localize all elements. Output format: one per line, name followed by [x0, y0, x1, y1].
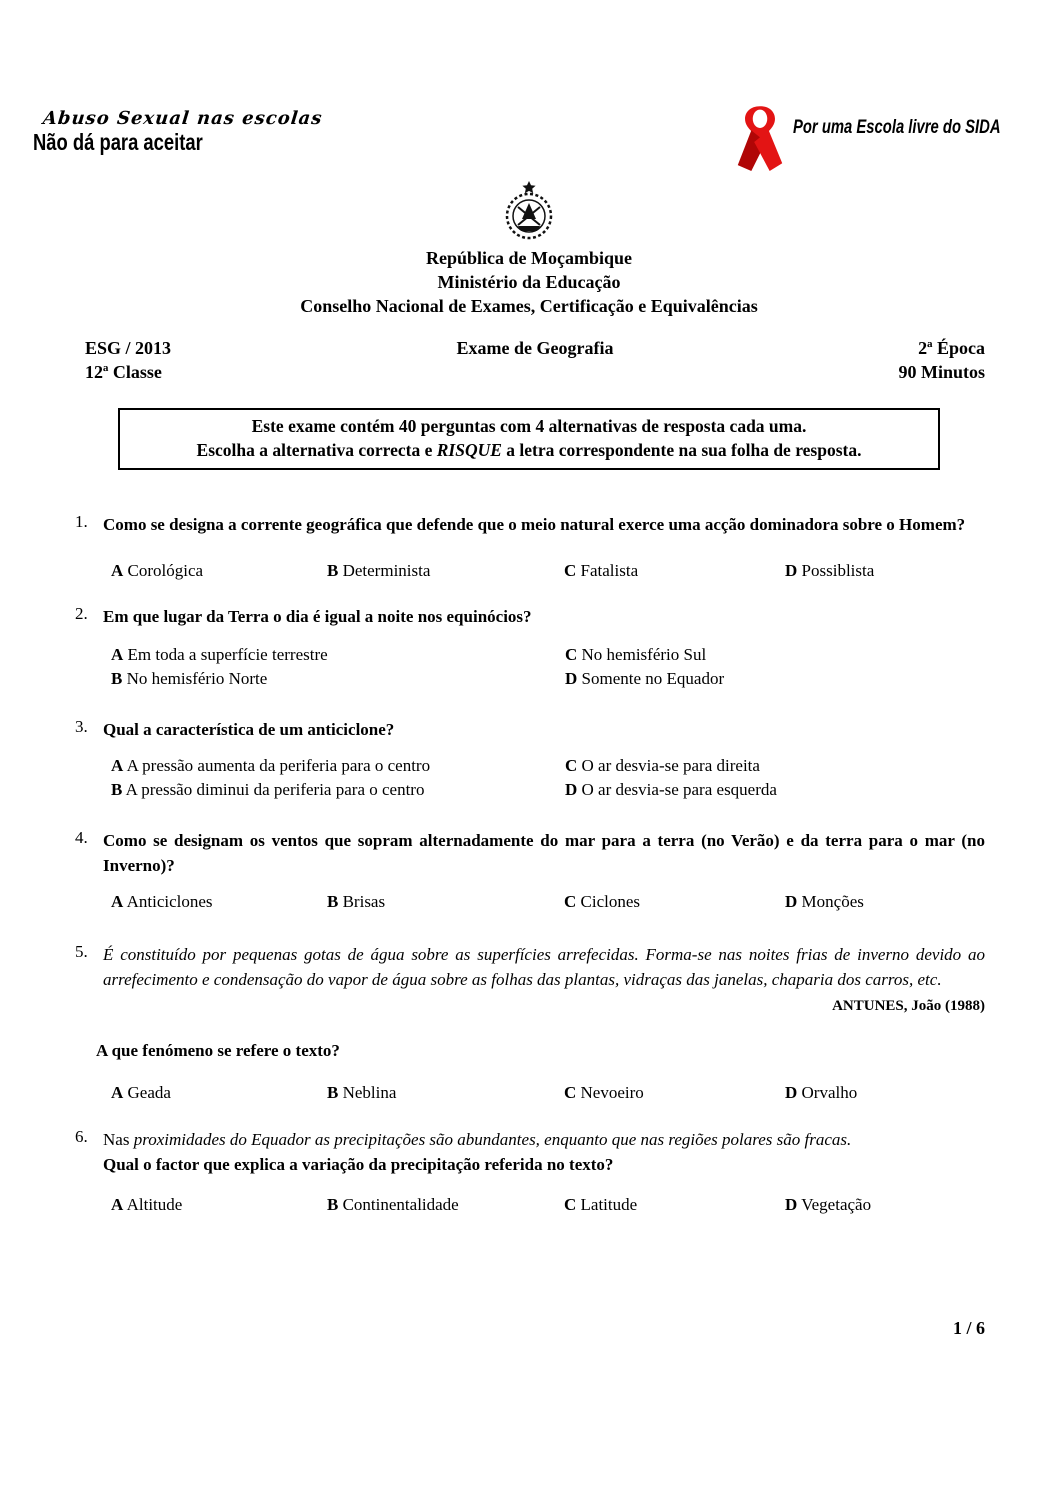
question-6-intro-upright: Nas	[103, 1130, 134, 1149]
option-c	[564, 559, 785, 583]
instruction-line2-suffix: a letra correspondente na sua folha de resposta.	[501, 440, 862, 460]
option-text: Altitude	[126, 1195, 183, 1214]
option-text: O ar desvia-se para direita	[581, 756, 760, 775]
option-c	[565, 754, 985, 778]
option-text: Anticiclones	[126, 892, 213, 911]
instruction-box	[118, 408, 940, 470]
option-text: Brisas	[342, 892, 386, 911]
option-d	[785, 559, 985, 583]
option-c	[565, 643, 985, 667]
option-text: Fatalista	[580, 561, 639, 580]
campaign-right-banner	[731, 103, 1058, 179]
option-letter: D	[565, 669, 578, 688]
question-1-number: 1.	[75, 512, 88, 531]
option-letter: D	[785, 1083, 798, 1102]
aids-ribbon-icon	[731, 103, 789, 179]
option-letter: B	[111, 669, 123, 688]
option-letter: A	[111, 561, 124, 580]
question-2-row	[75, 604, 985, 629]
exam-code: ESG / 2013	[85, 338, 172, 358]
option-b	[327, 1193, 564, 1217]
option-text: Vegetação	[801, 1195, 872, 1214]
option-text: A pressão aumenta da periferia para o centro	[126, 756, 431, 775]
question-1-text: Como se designa a corrente geográfica que defende que o meio natural exerce uma acção dominadora sobre o Homem?	[103, 515, 966, 534]
exam-grade: 12ª Classe	[85, 362, 162, 382]
question-6-options	[111, 1193, 985, 1217]
question-5-citation-text: É constituído por pequenas gotas de água sobre as superfícies arrefecidas. Forma-se nas noites frias de inverno devido ao arrefecimento e condensação do vapor de água sobre as folhas das plantas, vidraças das janelas, chaparia dos carros, etc.	[103, 945, 985, 989]
option-a	[111, 1193, 327, 1217]
question-4	[75, 828, 985, 914]
option-text: A pressão diminui da periferia para o centro	[125, 780, 425, 799]
question-4-number: 4.	[75, 828, 88, 847]
option-a	[111, 754, 565, 778]
question-3-text: Qual a característica de um anticiclone?	[103, 720, 395, 739]
option-a	[111, 1081, 327, 1105]
option-letter: A	[111, 645, 124, 664]
option-text: No hemisfério Sul	[581, 645, 707, 664]
option-a	[111, 890, 327, 914]
instruction-line-2	[128, 438, 930, 462]
option-letter: A	[111, 1083, 124, 1102]
instruction-line2-emphasis: RISQUE	[436, 440, 502, 460]
option-d	[785, 890, 985, 914]
questions-section	[75, 500, 985, 1217]
option-d	[565, 778, 985, 802]
question-1	[75, 512, 985, 583]
option-text: Orvalho	[801, 1083, 858, 1102]
question-5-number: 5.	[75, 942, 88, 961]
option-text: Geada	[127, 1083, 171, 1102]
option-text: Em toda a superfície terrestre	[127, 645, 328, 664]
option-d	[785, 1081, 985, 1105]
header-council: Conselho Nacional de Exames, Certificação e Equivalências	[300, 296, 758, 316]
question-6-text: Qual o factor que explica a variação da precipitação referida no texto?	[103, 1155, 614, 1174]
option-letter: D	[785, 1195, 798, 1214]
question-3-row	[75, 717, 985, 742]
option-letter: C	[565, 645, 578, 664]
option-text: Possiblista	[801, 561, 875, 580]
exam-info-left	[85, 336, 305, 384]
exam-info-right	[765, 336, 985, 384]
option-text: O ar desvia-se para esquerda	[581, 780, 777, 799]
ribbon-loop-hole	[753, 110, 768, 128]
option-letter: C	[564, 892, 577, 911]
option-letter: B	[327, 561, 339, 580]
question-2-number: 2.	[75, 604, 88, 623]
campaign-left-banner	[33, 108, 322, 155]
option-letter: B	[327, 1195, 339, 1214]
option-text: Monções	[801, 892, 864, 911]
question-6-number: 6.	[75, 1127, 88, 1146]
question-4-options	[111, 890, 985, 914]
question-4-row	[75, 828, 985, 878]
option-c	[564, 890, 785, 914]
instruction-line2-prefix: Escolha a alternativa correcta e	[196, 440, 437, 460]
option-letter: C	[564, 561, 577, 580]
option-letter: A	[111, 756, 124, 775]
government-headers	[0, 246, 1058, 318]
option-letter: D	[565, 780, 578, 799]
option-text: Nevoeiro	[580, 1083, 644, 1102]
option-text: Ciclones	[580, 892, 641, 911]
option-letter: C	[565, 756, 578, 775]
exam-title: Exame de Geografia	[456, 338, 614, 358]
option-text: Latitude	[580, 1195, 638, 1214]
question-6-intro-italic: proximidades do Equador as precipitações são abundantes, enquanto que nas regiões polares são fracas.	[133, 1130, 852, 1149]
option-letter: B	[327, 1083, 339, 1102]
instruction-line-1: Este exame contém 40 perguntas com 4 alternativas de resposta cada uma.	[251, 416, 807, 436]
option-text: No hemisfério Norte	[126, 669, 268, 688]
option-c	[564, 1193, 785, 1217]
option-text: Corológica	[127, 561, 204, 580]
option-b	[327, 890, 564, 914]
question-3-number: 3.	[75, 717, 88, 736]
option-text: Continentalidade	[342, 1195, 459, 1214]
campaign-slogan-bold: Não dá para aceitar	[33, 129, 203, 155]
exam-epoch: 2ª Época	[918, 338, 985, 358]
option-a	[111, 643, 565, 667]
option-letter: A	[111, 892, 124, 911]
question-6	[75, 1127, 985, 1217]
question-3-options	[111, 754, 985, 802]
question-5-options	[111, 1081, 985, 1105]
option-b	[111, 667, 565, 691]
question-6-intro	[103, 1127, 985, 1177]
page-number: 1 / 6	[952, 1318, 985, 1338]
header-ministry: Ministério da Educação	[437, 272, 621, 292]
option-letter: B	[327, 892, 339, 911]
question-1-row	[75, 512, 985, 537]
question-2	[75, 604, 985, 691]
option-b	[111, 778, 565, 802]
question-5-subquestion: A que fenómeno se refere o texto?	[96, 1041, 340, 1060]
question-5	[75, 942, 985, 1105]
question-4-text: Como se designam os ventos que sopram alternadamente do mar para a terra (no Verão) e da terra para o mar (no Inverno)?	[103, 831, 985, 875]
option-b	[327, 1081, 564, 1105]
question-6-row	[75, 1127, 985, 1177]
question-2-options	[111, 643, 985, 691]
campaign-slogan-script: Abuso Sexual nas escolas	[41, 108, 324, 129]
option-text: Somente no Equador	[581, 669, 725, 688]
option-letter: D	[785, 561, 798, 580]
option-a	[111, 559, 327, 583]
option-letter: B	[111, 780, 123, 799]
exam-duration: 90 Minutos	[898, 362, 985, 382]
option-c	[564, 1081, 785, 1105]
option-letter: D	[785, 892, 798, 911]
exam-info-row	[85, 336, 985, 384]
question-2-text: Em que lugar da Terra o dia é igual a noite nos equinócios?	[103, 607, 532, 626]
option-text: Determinista	[342, 561, 431, 580]
question-5-row	[75, 942, 985, 992]
option-letter: A	[111, 1195, 124, 1214]
campaign-sida-slogan: Por uma Escola livre do SIDA	[793, 117, 1001, 138]
option-letter: C	[564, 1083, 577, 1102]
option-d	[785, 1193, 985, 1217]
mozambique-emblem-icon	[503, 180, 555, 242]
header-republic: República de Moçambique	[425, 248, 632, 268]
question-3	[75, 717, 985, 802]
question-5-source: ANTUNES, João (1988)	[832, 998, 985, 1014]
option-text: Neblina	[342, 1083, 397, 1102]
question-1-options	[111, 559, 985, 583]
option-d	[565, 667, 985, 691]
option-b	[327, 559, 564, 583]
option-letter: C	[564, 1195, 577, 1214]
